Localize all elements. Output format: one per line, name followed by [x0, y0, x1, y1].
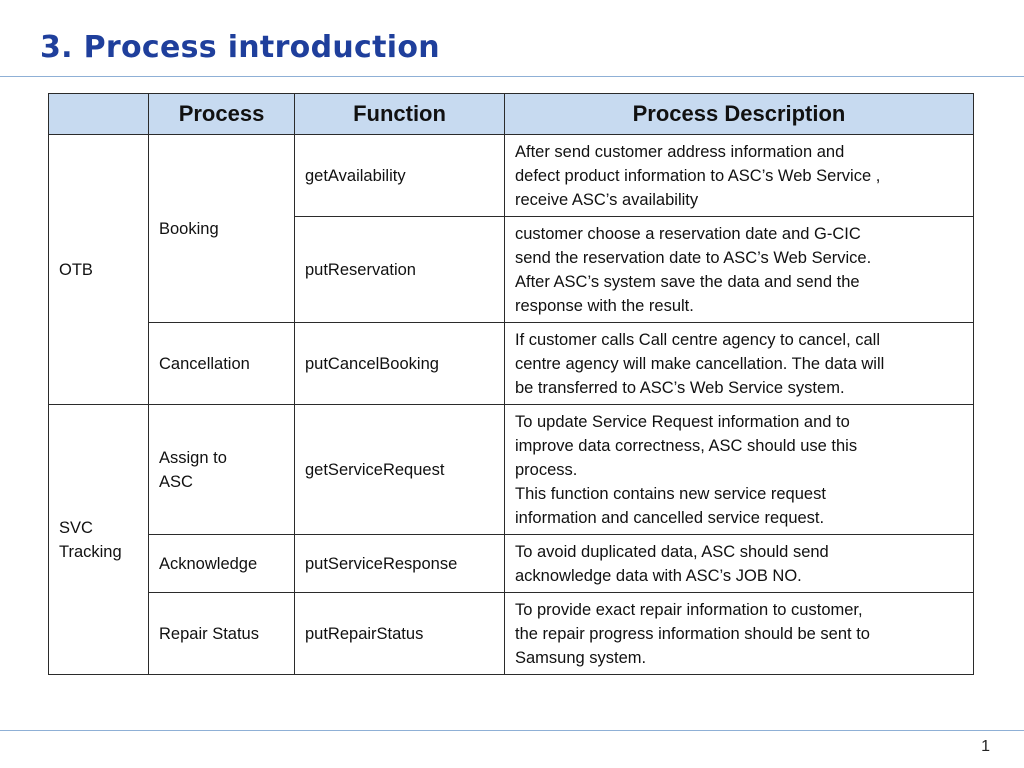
description-cell: [505, 135, 974, 217]
process-cell-assign-to-asc: [149, 405, 295, 535]
description-line: defect product information to ASC’s Web Service ,: [515, 166, 881, 185]
process-label-line: ASC: [159, 472, 193, 491]
header-process: Process: [149, 94, 295, 135]
table-row: [49, 135, 974, 217]
description-line: improve data correctness, ASC should use this: [515, 436, 858, 455]
description-line: response with the result.: [515, 296, 694, 315]
process-cell-acknowledge: Acknowledge: [149, 535, 295, 593]
header-group: [49, 94, 149, 135]
function-cell: putServiceResponse: [295, 535, 505, 593]
description-line: Samsung system.: [515, 648, 647, 667]
description-line: information and cancelled service request.: [515, 508, 825, 527]
process-cell-repair-status: Repair Status: [149, 593, 295, 675]
table-row: [49, 593, 974, 675]
description-line: acknowledge data with ASC’s JOB NO.: [515, 566, 802, 585]
group-label-line: Tracking: [59, 542, 122, 561]
function-cell: getServiceRequest: [295, 405, 505, 535]
function-cell: getAvailability: [295, 135, 505, 217]
description-line: be transferred to ASC’s Web Service system.: [515, 378, 845, 397]
description-line: To update Service Request information and to: [515, 412, 850, 431]
description-line: customer choose a reservation date and G-CIC: [515, 224, 861, 243]
description-line: send the reservation date to ASC’s Web Service.: [515, 248, 872, 267]
description-line: To provide exact repair information to customer,: [515, 600, 863, 619]
function-cell: putReservation: [295, 217, 505, 323]
function-cell: putCancelBooking: [295, 323, 505, 405]
description-line: To avoid duplicated data, ASC should send: [515, 542, 829, 561]
header-process-description: Process Description: [505, 94, 974, 135]
table-row: [49, 405, 974, 535]
description-line: receive ASC’s availability: [515, 190, 699, 209]
process-cell-booking: [149, 135, 295, 323]
process-label: Booking: [159, 219, 219, 238]
table-row: [49, 323, 974, 405]
process-cell-cancellation: Cancellation: [149, 323, 295, 405]
process-table: [48, 93, 974, 675]
description-cell: [505, 593, 974, 675]
header-function: Function: [295, 94, 505, 135]
description-line: This function contains new service request: [515, 484, 826, 503]
page-number: 1: [981, 738, 990, 755]
description-line: process.: [515, 460, 578, 479]
group-cell-svc-tracking: [49, 405, 149, 675]
footer-divider: [0, 730, 1024, 731]
description-line: After ASC’s system save the data and send the: [515, 272, 860, 291]
description-line: the repair progress information should be sent to: [515, 624, 870, 643]
description-cell: [505, 217, 974, 323]
group-cell-otb: [49, 135, 149, 405]
group-label-line: SVC: [59, 518, 93, 537]
description-line: If customer calls Call centre agency to cancel, call: [515, 330, 880, 349]
description-cell: [505, 323, 974, 405]
title-divider: [0, 76, 1024, 77]
table-row: [49, 535, 974, 593]
table-header-row: [49, 94, 974, 135]
description-cell: [505, 405, 974, 535]
slide-title: 3. Process introduction: [40, 30, 440, 65]
process-label-line: Assign to: [159, 448, 227, 467]
function-cell: putRepairStatus: [295, 593, 505, 675]
description-line: centre agency will make cancellation. The data will: [515, 354, 885, 373]
description-line: After send customer address information and: [515, 142, 845, 161]
group-label: OTB: [59, 260, 93, 279]
description-cell: [505, 535, 974, 593]
